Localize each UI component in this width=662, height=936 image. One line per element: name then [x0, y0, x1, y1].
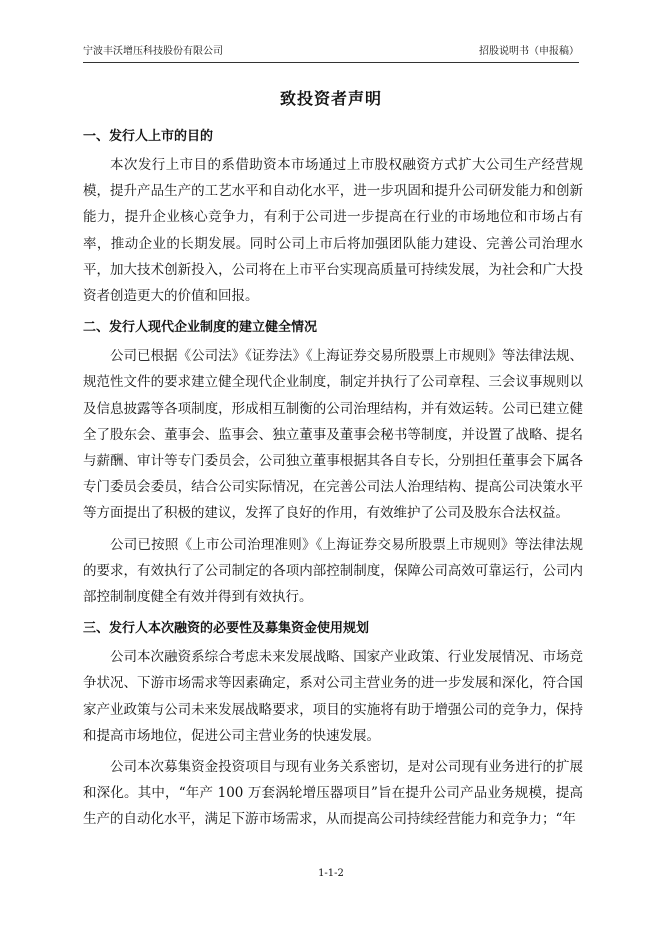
body-paragraph: 本次发行上市目的系借助资本市场通过上市股权融资方式扩大公司生产经营规模，提升产品生产的工艺水平和自动化水平，进一步巩固和提升公司研发能力和创新能力，提升企业核心竞争力，有利于公司进一步提高在行业的市场地位和市场占有率，推动企业的长期发展。同时公司上市后将加强团队能力建设、完善公司治理水平，加大技术创新投入，公司将在上市平台实现高质量可持续发展，为社会和广大投资者创造更大的价值和回报。 [83, 157, 583, 305]
section-heading: 二、发行人现代企业制度的建立健全情况 [83, 320, 318, 336]
section-heading: 一、发行人上市的目的 [83, 129, 214, 144]
section-listing-purpose [83, 123, 583, 309]
body-paragraph: 公司已根据《公司法》《证券法》《上海证券交易所股票上市规则》等法律法规、规范性文件的要求建立健全现代企业制度，制定并执行了公司章程、三会议事规则以及信息披露等各项制度，形成相互制衡的公司治理结构，并有效运转。公司已建立健全了股东会、董事会、监事会、独立董事及董事会秘书等制度，并设置了战略、提名与薪酬、审计等专门委员会，公司独立董事根据其各自专长，分别担任董事会下属各专门委员会委员，结合公司实际情况，在完善公司法人治理结构、提高公司决策水平等方面提出了积极的建议，发挥了良好的作用，有效维护了公司及股东合法权益。 [83, 348, 583, 522]
body-paragraph: 公司已按照《上市公司治理准则》《上海证券交易所股票上市规则》等法律法规的要求，有效执行了公司制定的各项内部控制制度，保障公司高效可靠运行，公司内部控制制度健全有效并得到有效执行。 [83, 536, 583, 606]
page-number: 1-1-2 [318, 868, 344, 879]
section-heading: 三、发行人本次融资的必要性及募集资金使用规划 [83, 621, 370, 637]
body-paragraph: 公司本次融资系综合考虑未来发展战略、国家产业政策、行业发展情况、市场竞争状况、下游市场需求等因素确定，系对公司主营业务的进一步发展和深化，符合国家产业政策与公司未来发展战略要求，项目的实施将有助于增强公司的竞争力，保持和提高市场地位，促进公司主营业务的快速发展。 [83, 649, 583, 744]
header-document-type: 招股说明书（申报稿） [479, 46, 579, 57]
document-body [83, 123, 583, 838]
section-financing-necessity [83, 615, 583, 832]
page-title: 致投资者声明 [279, 89, 382, 108]
page-header [83, 44, 579, 63]
section-corporate-governance [83, 314, 583, 610]
header-company-name: 宁波丰沃增压科技股份有限公司 [83, 46, 223, 57]
body-paragraph: 公司本次募集资金投资项目与现有业务关系密切，是对公司现有业务进行的扩展和深化。其中，“年产 100 万套涡轮增压器项目”旨在提升公司产品业务规模，提高生产的自动化水平，满足下游市场需求，从而提高公司持续经营能力和竞争力；“年 [83, 759, 583, 828]
